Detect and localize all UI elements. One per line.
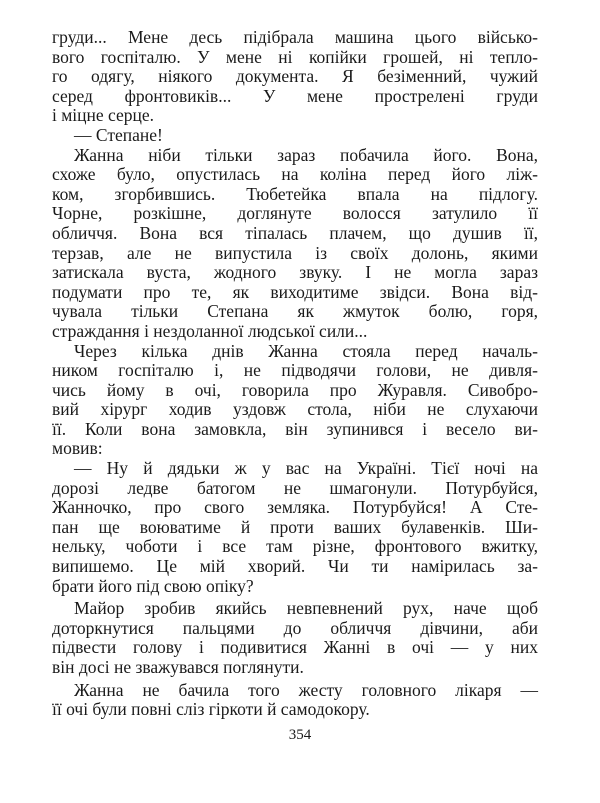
text-line: Майор зробив якийсь невпевнений рух, наче щоб bbox=[74, 598, 538, 619]
text-line: брати його під свою опіку? bbox=[52, 575, 254, 596]
text-line: ником госпіталю і, не підводячи голови, не дивля- bbox=[52, 360, 538, 381]
paragraph bbox=[52, 599, 538, 677]
text-line: її. Коли вона замовкла, він зупинився і весело ви- bbox=[52, 418, 538, 439]
text-line: — Ну й дядьки ж у вас на Україні. Тієї ночі на bbox=[74, 458, 538, 479]
text-line: схоже було, опустилась на коліна перед його ліж- bbox=[52, 164, 538, 185]
text-line: терзав, але не випустила із своїх долонь, якими bbox=[52, 242, 538, 263]
text-line: Жанночко, про свого земляка. Потурбуйся! А Сте- bbox=[52, 497, 538, 518]
text-line: ком, згорбившись. Тюбетейка впала на підлогу. bbox=[52, 183, 538, 204]
text-line: і міцне серце. bbox=[52, 105, 155, 126]
paragraph bbox=[52, 342, 538, 460]
page-body bbox=[52, 28, 538, 720]
text-line: випишемо. Це мій хворий. Чи ти намірилась за- bbox=[52, 556, 538, 577]
text-line: — Степане! bbox=[74, 124, 163, 145]
text-line: Чорне, розкішне, доглянуте волосся затулило її bbox=[52, 203, 538, 224]
text-line: груди... Мене десь підібрала машина цього військо- bbox=[52, 27, 538, 47]
text-line: він досі не зважувався поглянути. bbox=[52, 657, 304, 677]
text-line: її очі були повні сліз гіркоти й самодокору. bbox=[52, 699, 370, 720]
text-line: го одягу, ніякого документа. Я безіменний, чужий bbox=[52, 66, 538, 87]
text-line: Жанна не бачила того жесту головного лікаря — bbox=[74, 679, 538, 700]
text-line: доторкнутися пальцями до обличчя дівчини, аби bbox=[52, 617, 538, 638]
text-line: чись йому в очі, говорила про Журавля. Сивобро- bbox=[52, 379, 538, 400]
text-line: Через кілька днів Жанна стояла перед началь- bbox=[74, 340, 538, 361]
text-line: мовив: bbox=[52, 438, 103, 459]
paragraph bbox=[52, 681, 538, 720]
text-line: чувала тільки Степана як жмуток болю, горя, bbox=[52, 301, 538, 322]
page-number: 354 bbox=[288, 727, 312, 743]
text-line: вого госпіталю. У мене ні копійки грошей, ні тепло- bbox=[52, 46, 538, 67]
text-line: затискала вуста, жодного звуку. І не могла зараз bbox=[52, 262, 538, 283]
text-line: пан ще воюватиме й проти ваших булавенків. Ши- bbox=[52, 516, 538, 537]
text-line: серед фронтовиків... У мене прострелені груди bbox=[52, 85, 538, 106]
paragraph bbox=[52, 146, 538, 342]
paragraph bbox=[52, 28, 538, 126]
text-line: вий хірург ходив уздовж стола, ніби не слухаючи bbox=[52, 399, 538, 420]
text-line: обличчя. Вона вся тіпалась плачем, що душив її, bbox=[52, 222, 538, 243]
paragraph bbox=[52, 126, 538, 146]
text-line: нельку, чоботи і все там різне, фронтового вжитку, bbox=[52, 536, 538, 557]
text-line: Жанна ніби тільки зараз побачила його. Вона, bbox=[74, 144, 538, 165]
text-line: дорозі ледве батогом не шмагонули. Потурбуйся, bbox=[52, 477, 538, 498]
paragraph bbox=[52, 459, 538, 596]
text-line: підвести голову і подивитися Жанні в очі — у них bbox=[52, 637, 538, 658]
text-line: подумати про те, як виходитиме звідси. Вона від- bbox=[52, 281, 538, 302]
text-line: страждання і нездоланної людської сили... bbox=[52, 320, 368, 341]
